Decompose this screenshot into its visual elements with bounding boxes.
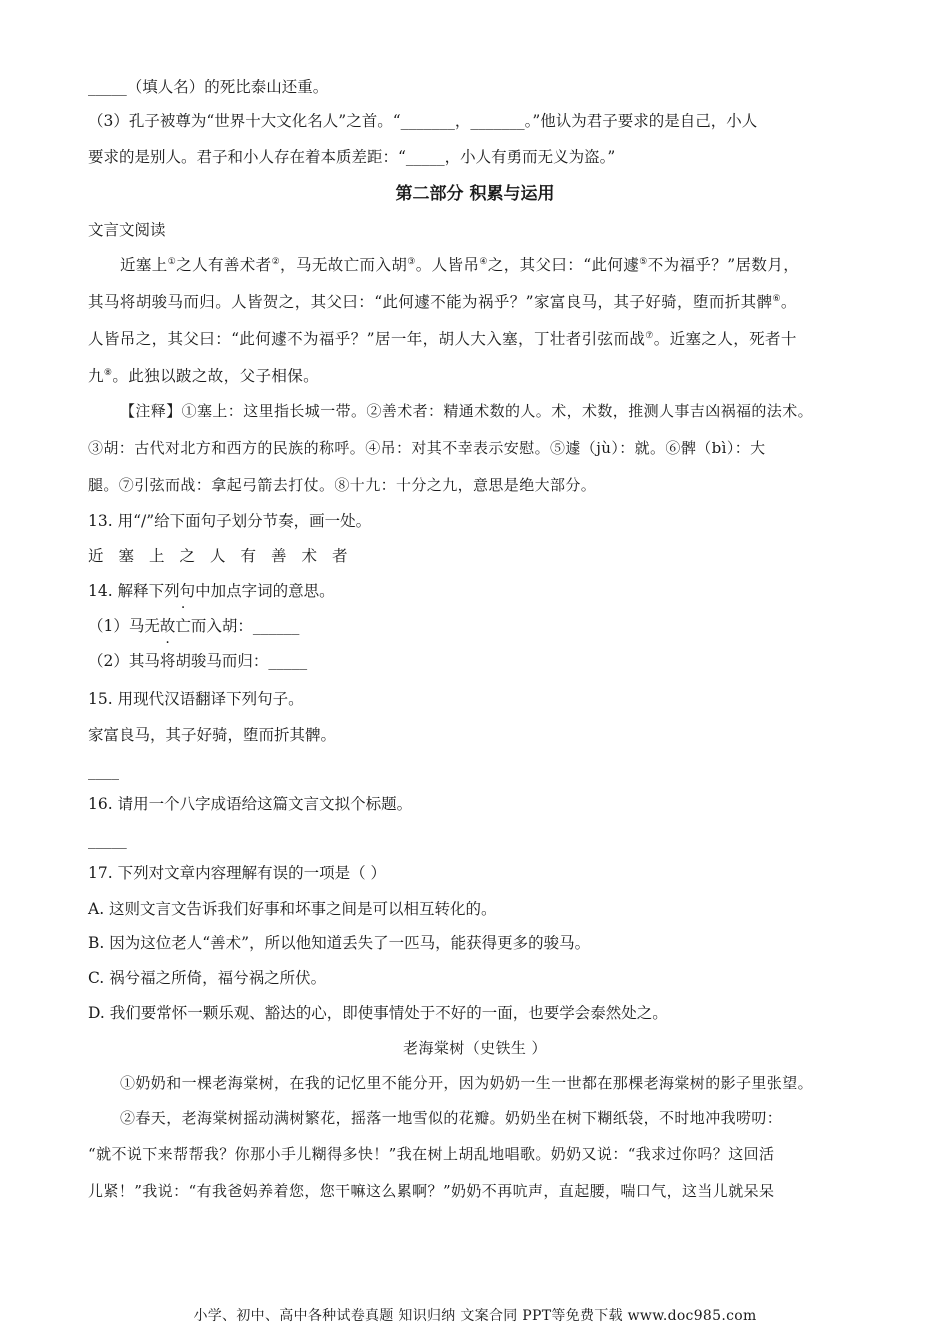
fill-blank-line-2: （3）孔子被尊为“世界十大文化名人”之首。“_______，_______。”他认为君子要求的是自己，小人: [88, 112, 758, 130]
passage-line-4: 九⑧。此独以跛之故，父子相保。: [88, 367, 320, 385]
emphasis-dot-word: 亡: [175, 617, 191, 635]
classical-reading-label: 文言文阅读: [88, 221, 166, 239]
fill-blank-line-3: 要求的是别人。君子和小人存在着本质差距：“_____，小人有勇而无义为盗。”: [88, 148, 616, 166]
q16-answer-blank: _____: [88, 831, 127, 849]
essay-paragraph-1: ①奶奶和一棵老海棠树，在我的记忆里不能分开，因为奶奶一生一世都在那棵老海棠树的影子里张望。: [120, 1074, 814, 1092]
q13-sentence: 近塞上之人有善术者: [88, 547, 363, 565]
q17-option-b: B. 因为这位老人“善术”，所以他知道丢失了一匹马，能获得更多的骏马。: [88, 934, 591, 952]
emphasis-dot-word: 将: [159, 652, 176, 670]
q15-sentence: 家富良马，其子好骑，堕而折其髀。: [88, 726, 337, 744]
passage-line-3: 人皆吊之，其父曰：“此何遽不为福乎？”居一年，胡人大入塞，丁壮者引弦而战⑦。近塞之人，死者十: [88, 330, 797, 348]
q16-prompt: 16. 请用一个八字成语给这篇文言文拟个标题。: [88, 795, 413, 813]
essay-paragraph-2-cont-2: 儿紧！”我说：“有我爸妈养着您，您干嘛这么累啊？”奶奶不再吭声，直起腰，喘口气，这当儿就呆呆: [88, 1182, 775, 1200]
q13-prompt: 13. 用“/”给下面句子划分节奏，画一处。: [88, 512, 372, 530]
notes-line-3: 腿。⑦引弦而战：拿起弓箭去打仗。⑧十九：十分之九，意思是绝大部分。: [88, 476, 597, 494]
notes-line-2: ③胡：古代对北方和西方的民族的称呼。④吊：对其不幸表示安慰。⑤遽（jù）：就。⑥髀（bì）：大: [88, 439, 766, 457]
q17-prompt: 17. 下列对文章内容理解有误的一项是（ ）: [88, 864, 387, 882]
fill-blank-line-1: _____（填人名）的死比泰山还重。: [88, 78, 329, 96]
q14-item-1: （1）马无故亡而入胡：______: [88, 617, 300, 635]
page-footer: 小学、初中、高中各种试卷真题 知识归纳 文案合同 PPT等免费下载 www.doc985.com: [193, 1308, 757, 1324]
essay-paragraph-2: ②春天，老海棠树摇动满树繁花，摇落一地雪似的花瓣。奶奶坐在树下糊纸袋，不时地冲我唠叨：: [120, 1109, 783, 1127]
passage-line-2: 其马将胡骏马而归。人皆贺之，其父曰：“此何遽不能为祸乎？”家富良马，其子好骑，堕而折其髀⑥。: [88, 293, 797, 311]
q17-option-a: A. 这则文言文告诉我们好事和坏事之间是可以相互转化的。: [88, 900, 497, 918]
q17-option-d: D. 我们要常怀一颗乐观、豁达的心，即使事情处于不好的一面，也要学会泰然处之。: [88, 1004, 668, 1022]
q15-answer-blank: ____: [88, 762, 119, 780]
passage-line-1: 近塞上①之人有善术者②，马无故亡而入胡③。人皆吊④之，其父曰：“此何遽⑤不为福乎？”居数月，: [120, 256, 800, 274]
notes-line-1: 【注释】①塞上：这里指长城一带。②善术者：精通术数的人。术，术数，推测人事吉凶祸福的法术。: [120, 402, 814, 420]
essay-paragraph-2-cont-1: “就不说下来帮帮我？你那小手儿糊得多快！”我在树上胡乱地唱歌。奶奶又说：“我求过你吗？这回活: [88, 1145, 775, 1163]
essay-title: 老海棠树（史铁生 ）: [403, 1039, 547, 1057]
section-heading: 第二部分 积累与运用: [395, 184, 555, 204]
q15-prompt: 15. 用现代汉语翻译下列句子。: [88, 690, 304, 708]
q17-option-c: C. 祸兮福之所倚，福兮祸之所伏。: [88, 969, 327, 987]
q14-item-2: （2）其马将胡骏马而归：_____: [88, 652, 308, 670]
q14-prompt: 14. 解释下列句中加点字词的意思。: [88, 582, 335, 600]
